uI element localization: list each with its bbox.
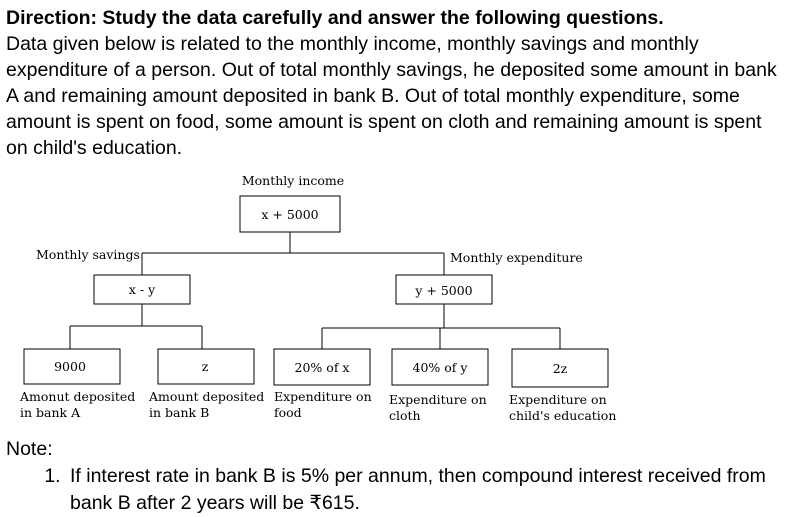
income-label: Monthly income (241, 173, 345, 188)
expenditure-value: y + 5000 (415, 283, 473, 298)
education-label-line2: child's education (509, 408, 617, 423)
bank-a-label-line2: in bank A (20, 405, 81, 420)
note-block (6, 436, 786, 517)
savings-label: Monthly savings (36, 247, 140, 262)
cloth-value: 40% of y (412, 360, 468, 375)
food-value: 20% of x (294, 360, 350, 375)
education-label-line1: Expenditure on (509, 392, 607, 407)
savings-value: x - y (128, 282, 156, 297)
bank-b-value: z (201, 359, 209, 374)
direction-paragraph: Data given below is related to the monthly income, monthly savings and monthly expenditure of a person. Out of total monthly savings, he deposited some amount in bank A and remaining amount deposited in bank B. Out of total monthly expenditure, some amount is spent on food, some amount is spent on cloth and remaining amount is spent on child's education. (6, 33, 777, 159)
note-item: 1. If interest rate in bank B is 5% per annum, then compound interest received from bank B after 2 years will be ₹615. (66, 463, 786, 517)
tree-diagram (0, 160, 792, 436)
note-title: Note: (6, 438, 53, 460)
direction-block (6, 5, 786, 161)
cloth-label-line1: Expenditure on (389, 392, 487, 407)
note-list (6, 463, 786, 517)
bank-b-label-line1: Amount deposited (149, 389, 265, 404)
bank-b-label-line2: in bank B (149, 405, 210, 420)
bank-a-value: 9000 (54, 359, 86, 374)
food-label-line1: Expenditure on (274, 389, 372, 404)
bank-a-label-line1: Amonut deposited (20, 389, 136, 404)
direction-heading: Direction: Study the data carefully and answer the following questions. (6, 7, 664, 29)
income-value: x + 5000 (261, 207, 319, 222)
cloth-label-line2: cloth (389, 408, 421, 423)
expenditure-label: Monthly expenditure (450, 250, 583, 265)
food-label-line2: food (274, 405, 302, 420)
education-value: 2z (552, 361, 568, 376)
